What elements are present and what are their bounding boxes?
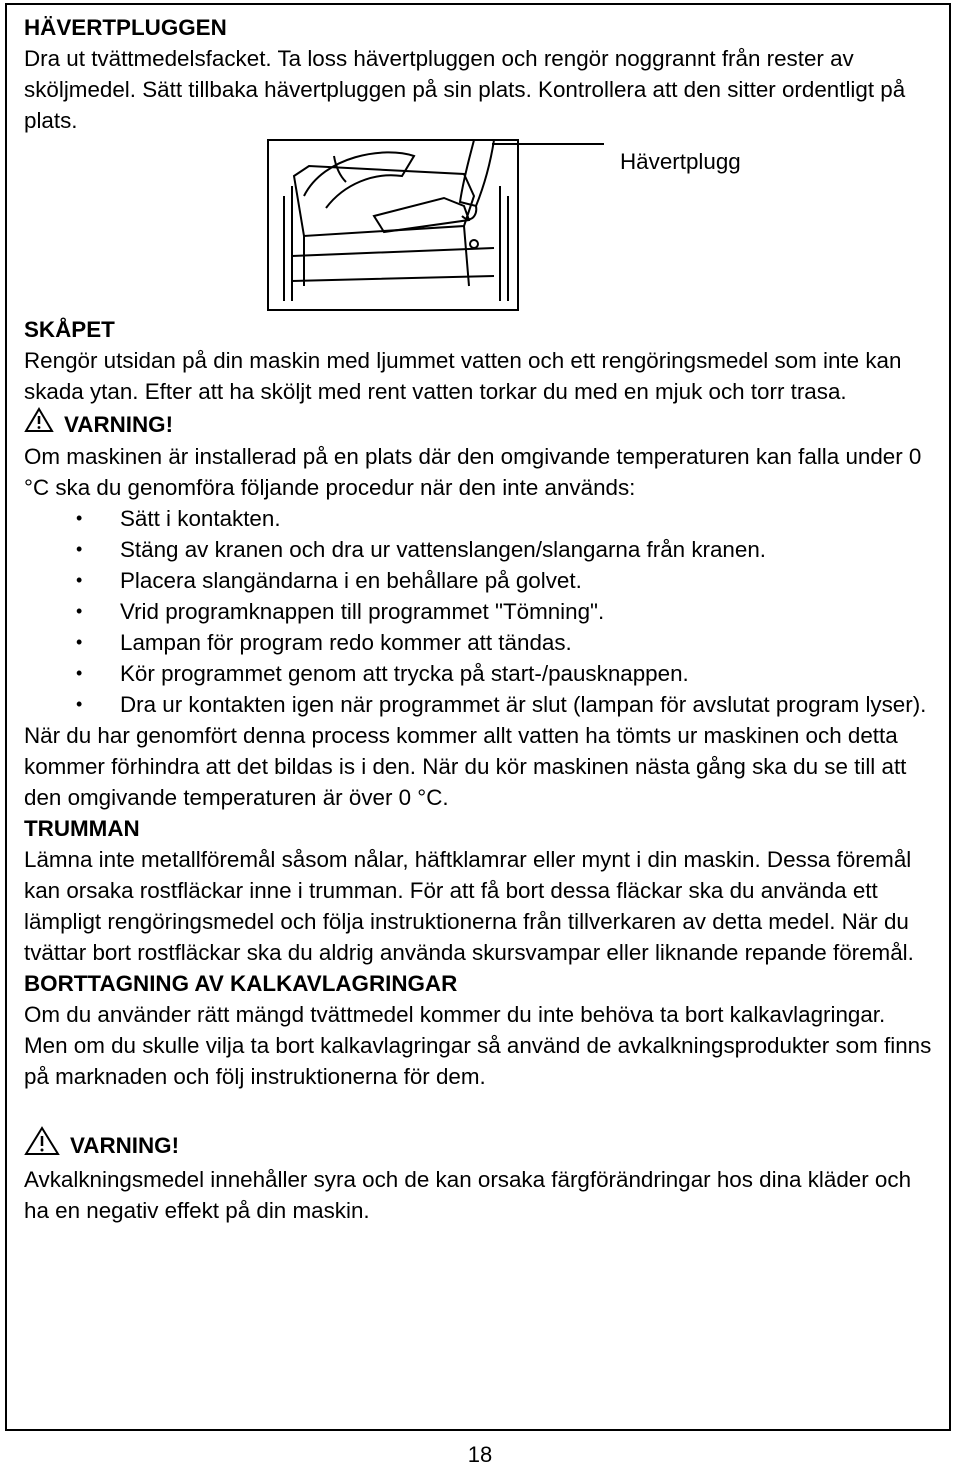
spacer bbox=[24, 1092, 934, 1126]
list-item: • Lampan för program redo kommer att tändas. bbox=[24, 627, 934, 658]
procedure-list bbox=[24, 503, 934, 720]
warning-heading-2 bbox=[24, 1126, 934, 1164]
warning-title: VARNING! bbox=[70, 1132, 180, 1158]
figure-label-havertplugg: Hävertplugg bbox=[620, 149, 741, 174]
list-item: • Stäng av kranen och dra ur vattenslangen/slangarna från kranen. bbox=[24, 534, 934, 565]
warning-text-2: Avkalkningsmedel innehåller syra och de kan orsaka färgförändringar hos dina kläder och ha en negativ effekt på din maskin. bbox=[24, 1167, 912, 1223]
list-item: • Sätt i kontakten. bbox=[24, 503, 934, 534]
havertplugg-illustration bbox=[24, 136, 934, 314]
skapet-text: Rengör utsidan på din maskin med ljummet vatten och ett rengöringsmedel som inte kan skada ytan. Efter att ha sköljt med rent vatten torkar du med en mjuk och torr trasa. bbox=[24, 348, 902, 404]
list-item: • Vrid programknappen till programmet "Tömning". bbox=[24, 596, 934, 627]
warning-triangle-icon bbox=[24, 1126, 60, 1164]
heading-trumman: TRUMMAN bbox=[24, 816, 140, 841]
heading-havertpluggen: HÄVERTPLUGGEN bbox=[24, 15, 227, 40]
havertpluggen-text: Dra ut tvättmedelsfacket. Ta loss hävertpluggen och rengör noggrannt från rester av sköljmedel. Sätt tillbaka hävertpluggen på sin plats. Kontrollera att den sitter ordentligt på plats. bbox=[24, 46, 906, 133]
kalk-text: Om du använder rätt mängd tvättmedel kommer du inte behöva ta bort kalkavlagringar. Men om du skulle vilja ta bort kalkavlagringar så använd de avkalkningsprodukter som finns på marknaden och följ instruktionerna för dem. bbox=[24, 1002, 932, 1089]
warning-title: VARNING! bbox=[64, 411, 174, 437]
heading-skapet: SKÅPET bbox=[24, 317, 115, 342]
trumman-text: Lämna inte metallföremål såsom nålar, häftklamrar eller mynt i din maskin. Dessa föremål kan orsaka rostfläckar inne i trumman. För att få bort dessa fläckar ska du använda ett lämpligt rengöringsmedel och följa instruktionerna från tillverkaren av detta medel. När du tvättar bort rostfläckar ska du aldrig använda skursvampar eller liknande repande föremål. bbox=[24, 847, 914, 965]
heading-kalk: BORTTAGNING AV KALKAVLAGRINGAR bbox=[24, 971, 458, 996]
warning-text-1: Om maskinen är installerad på en plats där den omgivande temperaturen kan falla under 0 °C ska du genomföra följande procedur när den inte används: bbox=[24, 444, 922, 500]
list-item: • Dra ur kontakten igen när programmet är slut (lampan för avslutat program lyser). bbox=[24, 689, 934, 720]
warning-triangle-icon bbox=[24, 407, 54, 441]
list-item: • Placera slangändarna i en behållare på golvet. bbox=[24, 565, 934, 596]
drawer-siphon-drawing bbox=[264, 136, 604, 314]
list-item: • Kör programmet genom att trycka på start-/pausknappen. bbox=[24, 658, 934, 689]
page-number: 18 bbox=[467, 1442, 493, 1467]
warning-heading-1 bbox=[24, 407, 934, 441]
after-procedure-text: När du har genomfört denna process kommer allt vatten ha tömts ur maskinen och detta kommer förhindra att det bildas is i den. När du kör maskinen nästa gång ska du se till att den omgivande temperaturen är över 0 °C. bbox=[24, 723, 907, 810]
page-content bbox=[24, 12, 934, 1226]
